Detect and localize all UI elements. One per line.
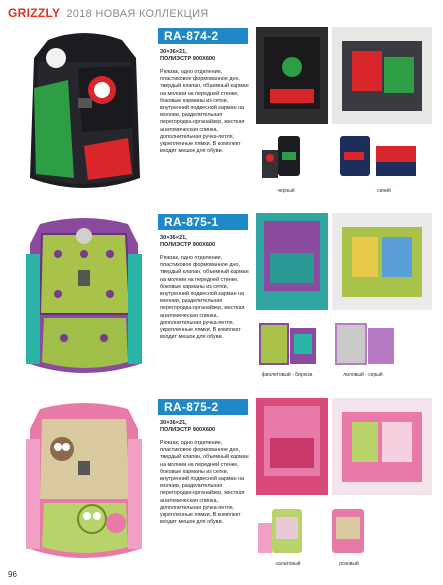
specs-material: ПОЛИЭСТР 900Х600 bbox=[160, 242, 216, 248]
variant-lime-photo bbox=[258, 503, 318, 559]
variant-label-lilac-grey: лиловый - серый bbox=[343, 372, 383, 378]
product-code: RA-874-2 bbox=[158, 28, 248, 44]
variant-pink-photo bbox=[326, 503, 372, 559]
product-description: Рюкзак, одно отделение, пластиковое формованное дно, твердый клапан, объемный карман на молнии на передней стенке, боковые карманы из сетки, внутренний подвесной карман на молнии, разделительная перегородка-органайзер, жесткая анатомическая спинка, дополнительная ручка-петля, укрепленные лямки, В комплект входит мешок для обуви. bbox=[160, 255, 249, 341]
product-ra-875-1 bbox=[0, 208, 443, 393]
page-number: 96 bbox=[8, 570, 17, 579]
variant-black-photo bbox=[258, 132, 314, 184]
main-backpack-image bbox=[18, 28, 150, 200]
main-backpack-image bbox=[18, 399, 150, 571]
page-header bbox=[8, 6, 209, 22]
product-specs bbox=[160, 49, 215, 63]
specs-material: ПОЛИЭСТР 900Х600 bbox=[160, 56, 216, 62]
variant-label-black: черный bbox=[277, 188, 295, 194]
product-description: Рюкзак, одно отделение, пластиковое формованное дно, твердый клапан, объемный карман на молнии на передней стенке, боковые карманы из сетки, внутренний подвесной карман на молнии, разделительная перегородка-органайзер, жесткая анатомическая спинка, дополнительная ручка-петля, укрепленные лямки, В комплект входит мешок для обуви. bbox=[160, 440, 249, 526]
floral-backpack-illustration bbox=[18, 214, 150, 386]
product-specs bbox=[160, 235, 215, 249]
interior-photo bbox=[256, 213, 328, 310]
open-bag-photo bbox=[332, 213, 432, 310]
interior-photo bbox=[256, 398, 328, 495]
product-ra-875-2 bbox=[0, 393, 443, 578]
owl-backpack-illustration bbox=[18, 399, 150, 571]
variant-label-pink: розовый bbox=[339, 561, 359, 567]
brand-name: GRIZZLY bbox=[8, 6, 61, 20]
football-backpack-illustration bbox=[18, 28, 150, 200]
specs-dimensions: 30×36×21, bbox=[160, 235, 187, 241]
product-specs bbox=[160, 420, 215, 434]
svg-text:Football: Football bbox=[45, 106, 70, 159]
specs-dimensions: 30×36×21, bbox=[160, 420, 187, 426]
variant-label-lime: салатовый bbox=[275, 561, 301, 567]
specs-material: ПОЛИЭСТР 900Х600 bbox=[160, 427, 216, 433]
main-backpack-image bbox=[18, 214, 150, 386]
specs-dimensions: 30×36×21, bbox=[160, 49, 187, 55]
open-bag-photo bbox=[332, 398, 432, 495]
product-description: Рюкзак, одно отделение, пластиковое формованное дно, твердый клапан, объемный карман на молнии на передней стенке, боковые карманы из сетки, внутренний подвесной карман на молнии, разделительная перегородка-органайзер, жесткая анатомическая спинка, дополнительная ручка-петля, укрепленные лямки, В комплект входит мешок для обуви. bbox=[160, 69, 249, 155]
interior-photo bbox=[256, 27, 328, 124]
product-code: RA-875-1 bbox=[158, 214, 248, 230]
product-ra-874-2 bbox=[0, 22, 443, 207]
variant-blue-photo bbox=[332, 132, 428, 184]
variant-purple-turquoise-photo bbox=[258, 318, 318, 370]
open-bag-photo bbox=[332, 27, 432, 124]
collection-title: 2018 НОВАЯ КОЛЛЕКЦИЯ bbox=[66, 8, 209, 20]
product-code: RA-875-2 bbox=[158, 399, 248, 415]
variant-label-purple-turquoise: фиолетовый - бирюза bbox=[261, 372, 313, 378]
variant-label-blue: синий bbox=[377, 188, 391, 194]
variant-lilac-grey-photo bbox=[332, 318, 398, 370]
